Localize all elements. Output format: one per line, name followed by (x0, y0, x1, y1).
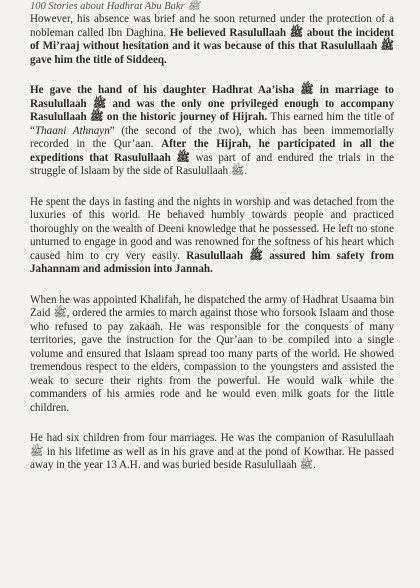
paragraph-2-bold-2: After the Hijrah, he participated in all the expeditions that Rasulullaah ﷺ (30, 138, 394, 164)
paragraph-2-bold-1: He gave the hand of his daughter Hadhrat Aa’isha ﷺ in marriage to Rasulullaah ﷺ and was the only one privileged enough to accompany Rasulullaah ﷺ on the historic journey of Hijrah. (30, 84, 394, 123)
paragraph-2-italic: Thaani Athnayn (34, 124, 110, 137)
paragraph-4: When he was appointed Khalifah, he dispatched the army of Hadhrat Usaama bin Zaid ﷺ, ordered the armies to march against those who forsook Islaam and those who refused to pay zakaah. He was responsible for the conquests of many territories, gave the instruction for the Qur’aan to be compiled into a single volume and ensured that Islaam spread too many parts of the world. He showed tremendous respect to the elders, compassion to the youngsters and assisted the weak to secure their rights from the powerful. He would walk while the commanders of his armies rode and he would even milk goats for the little children. (30, 293, 394, 414)
paragraph-2-text-1: This earned him the title of “ (30, 111, 394, 137)
running-header: 100 Stories about Hadhrat Abu Bakr ﷺ (30, 1, 200, 12)
page-body (30, 13, 394, 483)
paragraph-2-text-2: ” (the second of the two), which has been immemorially recorded in the Qur’aan. (30, 124, 394, 150)
paragraph-3-bold: Rasulullaah ﷺ assured him safety from Jahannam and admission into Jannah. (30, 249, 394, 275)
paragraph-1 (30, 13, 394, 67)
paragraph-1-text: However, his absence was brief and he soon returned under the protection of a nobleman called Ibn Daghina. (30, 13, 394, 39)
paragraph-2 (30, 84, 394, 179)
paragraph-1-bold: He believed Rasulullaah ﷺ about the incident of Mi’raaj without hesitation and it was because of this that Rasulullaah ﷺ gave him the title of Siddeeq. (30, 26, 395, 66)
paragraph-3-text: He spent the days in fasting and the nights in worship and was detached from the luxuries of this world. He behaved humbly towards people and practiced thoroughly on the wealth of Deeni knowledge that he possessed. He left no stone unturned to engage in good and was renowned for the softness of his heart which caused him to cry very easily. (30, 195, 394, 262)
paragraph-2-text-3: was part of and endured the trials in the struggle of Islaam by the side of Rasulullaah ﷺ. (30, 151, 394, 177)
paragraph-3 (30, 196, 394, 277)
paragraph-5: He had six children from four marriages. He was the companion of Rasulullaah ﷺ in his lifetime as well as in his grave and at the pond of Kowthar. He passed away in the year 13 A.H. and was buried beside Rasulullaah ﷺ. (30, 432, 394, 471)
